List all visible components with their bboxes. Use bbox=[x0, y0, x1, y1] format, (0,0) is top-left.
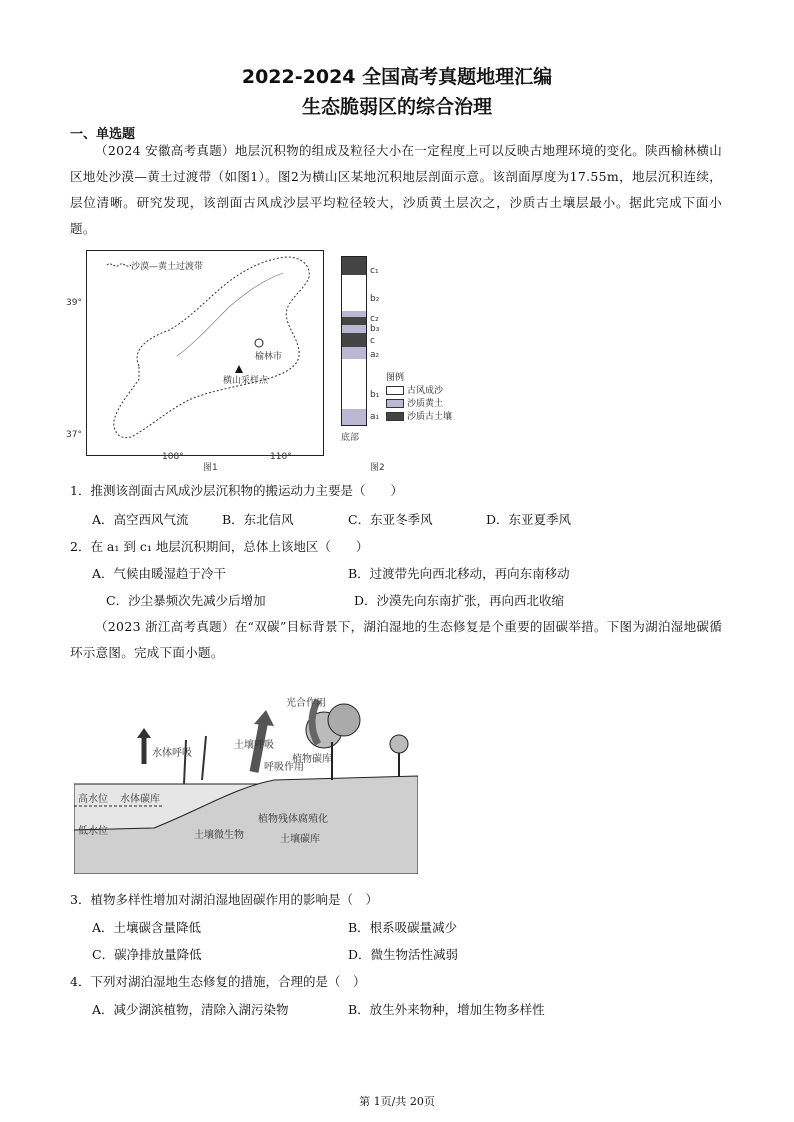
question-4-stem: 4．下列对湖泊湿地生态修复的措施，合理的是（ ） bbox=[70, 974, 366, 989]
swatch-icon bbox=[386, 412, 404, 421]
strata-layer bbox=[342, 317, 366, 325]
layer-label: b₃ bbox=[370, 324, 380, 334]
legend-item: 沙质古土壤 bbox=[386, 409, 452, 422]
question-1-stem: 1．推测该剖面古风成沙层沉积物的搬运动力主要是（ ） bbox=[70, 483, 403, 498]
strata-layer bbox=[342, 325, 366, 333]
swatch-icon bbox=[386, 386, 404, 395]
passage-1: （2024 安徽高考真题）地层沉积物的组成及粒径大小在一定程度上可以反映古地理环境的变化。陕西榆林横山区地处沙漠—黄土过渡带（如图1）。图2为横山区某地沉积地层剖面示意。该剖面厚度为17.55m，地层沉积连续，层位清晰。研究发现，该剖面古风成沙层平均粒径较大，沙质黄土层次之，沙质古土壤层最小。据此完成下面小题。 bbox=[70, 143, 722, 236]
q3-option-d[interactable]: D．微生物活性减弱 bbox=[348, 947, 459, 962]
layer-label: c₁ bbox=[370, 266, 379, 276]
document-subtitle: 生态脆弱区的综合治理 bbox=[301, 96, 492, 118]
lon-110-label: 110° bbox=[270, 452, 292, 462]
document-title: 2022-2024 全国高考真题地理汇编 bbox=[241, 66, 553, 88]
layer-label: b₁ bbox=[370, 390, 380, 400]
question-3-stem: 3．植物多样性增加对湖泊湿地固碳作用的影响是（ ） bbox=[70, 892, 378, 907]
question-2-stem: 2．在 a₁ 到 c₁ 地层沉积期间，总体上该地区（ ） bbox=[70, 539, 369, 554]
lon-108-label: 108° bbox=[162, 452, 184, 462]
label-high-water: 高水位 bbox=[78, 794, 108, 805]
q2-option-d[interactable]: D．沙漠先向东南扩张，再向西北收缩 bbox=[354, 593, 565, 608]
strata-bottom-label: 底部 bbox=[341, 433, 360, 443]
label-plant-carbon-pool: 植物碳库 bbox=[292, 754, 332, 765]
map-svg bbox=[87, 251, 323, 455]
strata-legend bbox=[386, 370, 452, 422]
label-low-water: 低水位 bbox=[78, 826, 108, 837]
page-footer: 第 1页/共 20页 bbox=[359, 1095, 435, 1108]
strata-layer bbox=[342, 359, 366, 409]
figure-2-caption: 图2 bbox=[370, 463, 385, 473]
swatch-icon bbox=[386, 399, 404, 408]
legend-item: 古风成沙 bbox=[386, 383, 452, 396]
q4-option-b[interactable]: B．放生外来物种，增加生物多样性 bbox=[348, 1002, 545, 1017]
q2-option-b[interactable]: B．过渡带先向西北移动，再向东南移动 bbox=[348, 566, 570, 581]
sample-point-label: 横山采样点 bbox=[223, 376, 269, 386]
city-label: 榆林市 bbox=[255, 352, 283, 362]
q1-option-c[interactable]: C．东亚冬季风 bbox=[348, 512, 433, 527]
q3-option-b[interactable]: B．根系吸碳量减少 bbox=[348, 920, 458, 935]
layer-label: c bbox=[370, 336, 375, 346]
passage-2: （2023 浙江高考真题）在“双碳”目标背景下，湖泊湿地的生态修复是个重要的固碳举措。下图为湖泊湿地碳循环示意图。完成下面小题。 bbox=[70, 619, 722, 660]
q2-option-c[interactable]: C．沙尘暴频次先减少后增加 bbox=[106, 593, 266, 608]
strata-column bbox=[341, 256, 367, 426]
strata-layer bbox=[342, 333, 366, 347]
q3-option-a[interactable]: A．土壤碳含量降低 bbox=[92, 920, 202, 935]
legend-title: 图例 bbox=[386, 373, 405, 383]
figure-1-map bbox=[86, 250, 324, 456]
layer-label: c₂ bbox=[370, 314, 379, 324]
map-legend-label: 沙漠—黄土过渡带 bbox=[131, 262, 204, 272]
q1-option-d[interactable]: D．东亚夏季风 bbox=[486, 512, 572, 527]
lat-39-label: 39° bbox=[66, 298, 82, 308]
layer-label: b₂ bbox=[370, 294, 380, 304]
figure-1-caption: 图1 bbox=[203, 463, 218, 473]
strata-layer bbox=[342, 409, 366, 425]
q2-option-a[interactable]: A．气候由暖湿趋于冷干 bbox=[92, 566, 227, 581]
figure-3-carbon-cycle bbox=[74, 680, 418, 874]
carbon-cycle-svg bbox=[74, 680, 418, 874]
q3-option-c[interactable]: C．碳净排放量降低 bbox=[92, 947, 202, 962]
label-soil-respiration: 土壤呼吸 bbox=[234, 740, 274, 751]
label-soil-microbes: 土壤微生物 bbox=[194, 830, 244, 841]
label-soil-carbon-pool: 土壤碳库 bbox=[280, 834, 320, 845]
q4-option-a[interactable]: A．减少湖滨植物，清除入湖污染物 bbox=[92, 1002, 289, 1017]
layer-label: a₂ bbox=[370, 350, 380, 360]
legend-item: 沙质黄土 bbox=[386, 396, 452, 409]
layer-label: a₁ bbox=[370, 412, 380, 422]
lat-37-label: 37° bbox=[66, 430, 82, 440]
q1-option-b[interactable]: B．东北信风 bbox=[222, 512, 294, 527]
strata-layer bbox=[342, 257, 366, 275]
label-photosynthesis: 光合作用 bbox=[286, 698, 326, 709]
label-water-carbon-pool: 水体碳库 bbox=[120, 794, 160, 805]
label-respiration: 呼吸作用 bbox=[264, 762, 304, 773]
label-humification: 植物残体腐殖化 bbox=[258, 814, 328, 825]
section-heading: 一、单选题 bbox=[70, 127, 136, 142]
strata-layer bbox=[342, 347, 366, 359]
label-water-respiration: 水体呼吸 bbox=[152, 748, 192, 759]
strata-layer bbox=[342, 275, 366, 311]
q1-option-a[interactable]: A．高空西风气流 bbox=[92, 512, 189, 527]
